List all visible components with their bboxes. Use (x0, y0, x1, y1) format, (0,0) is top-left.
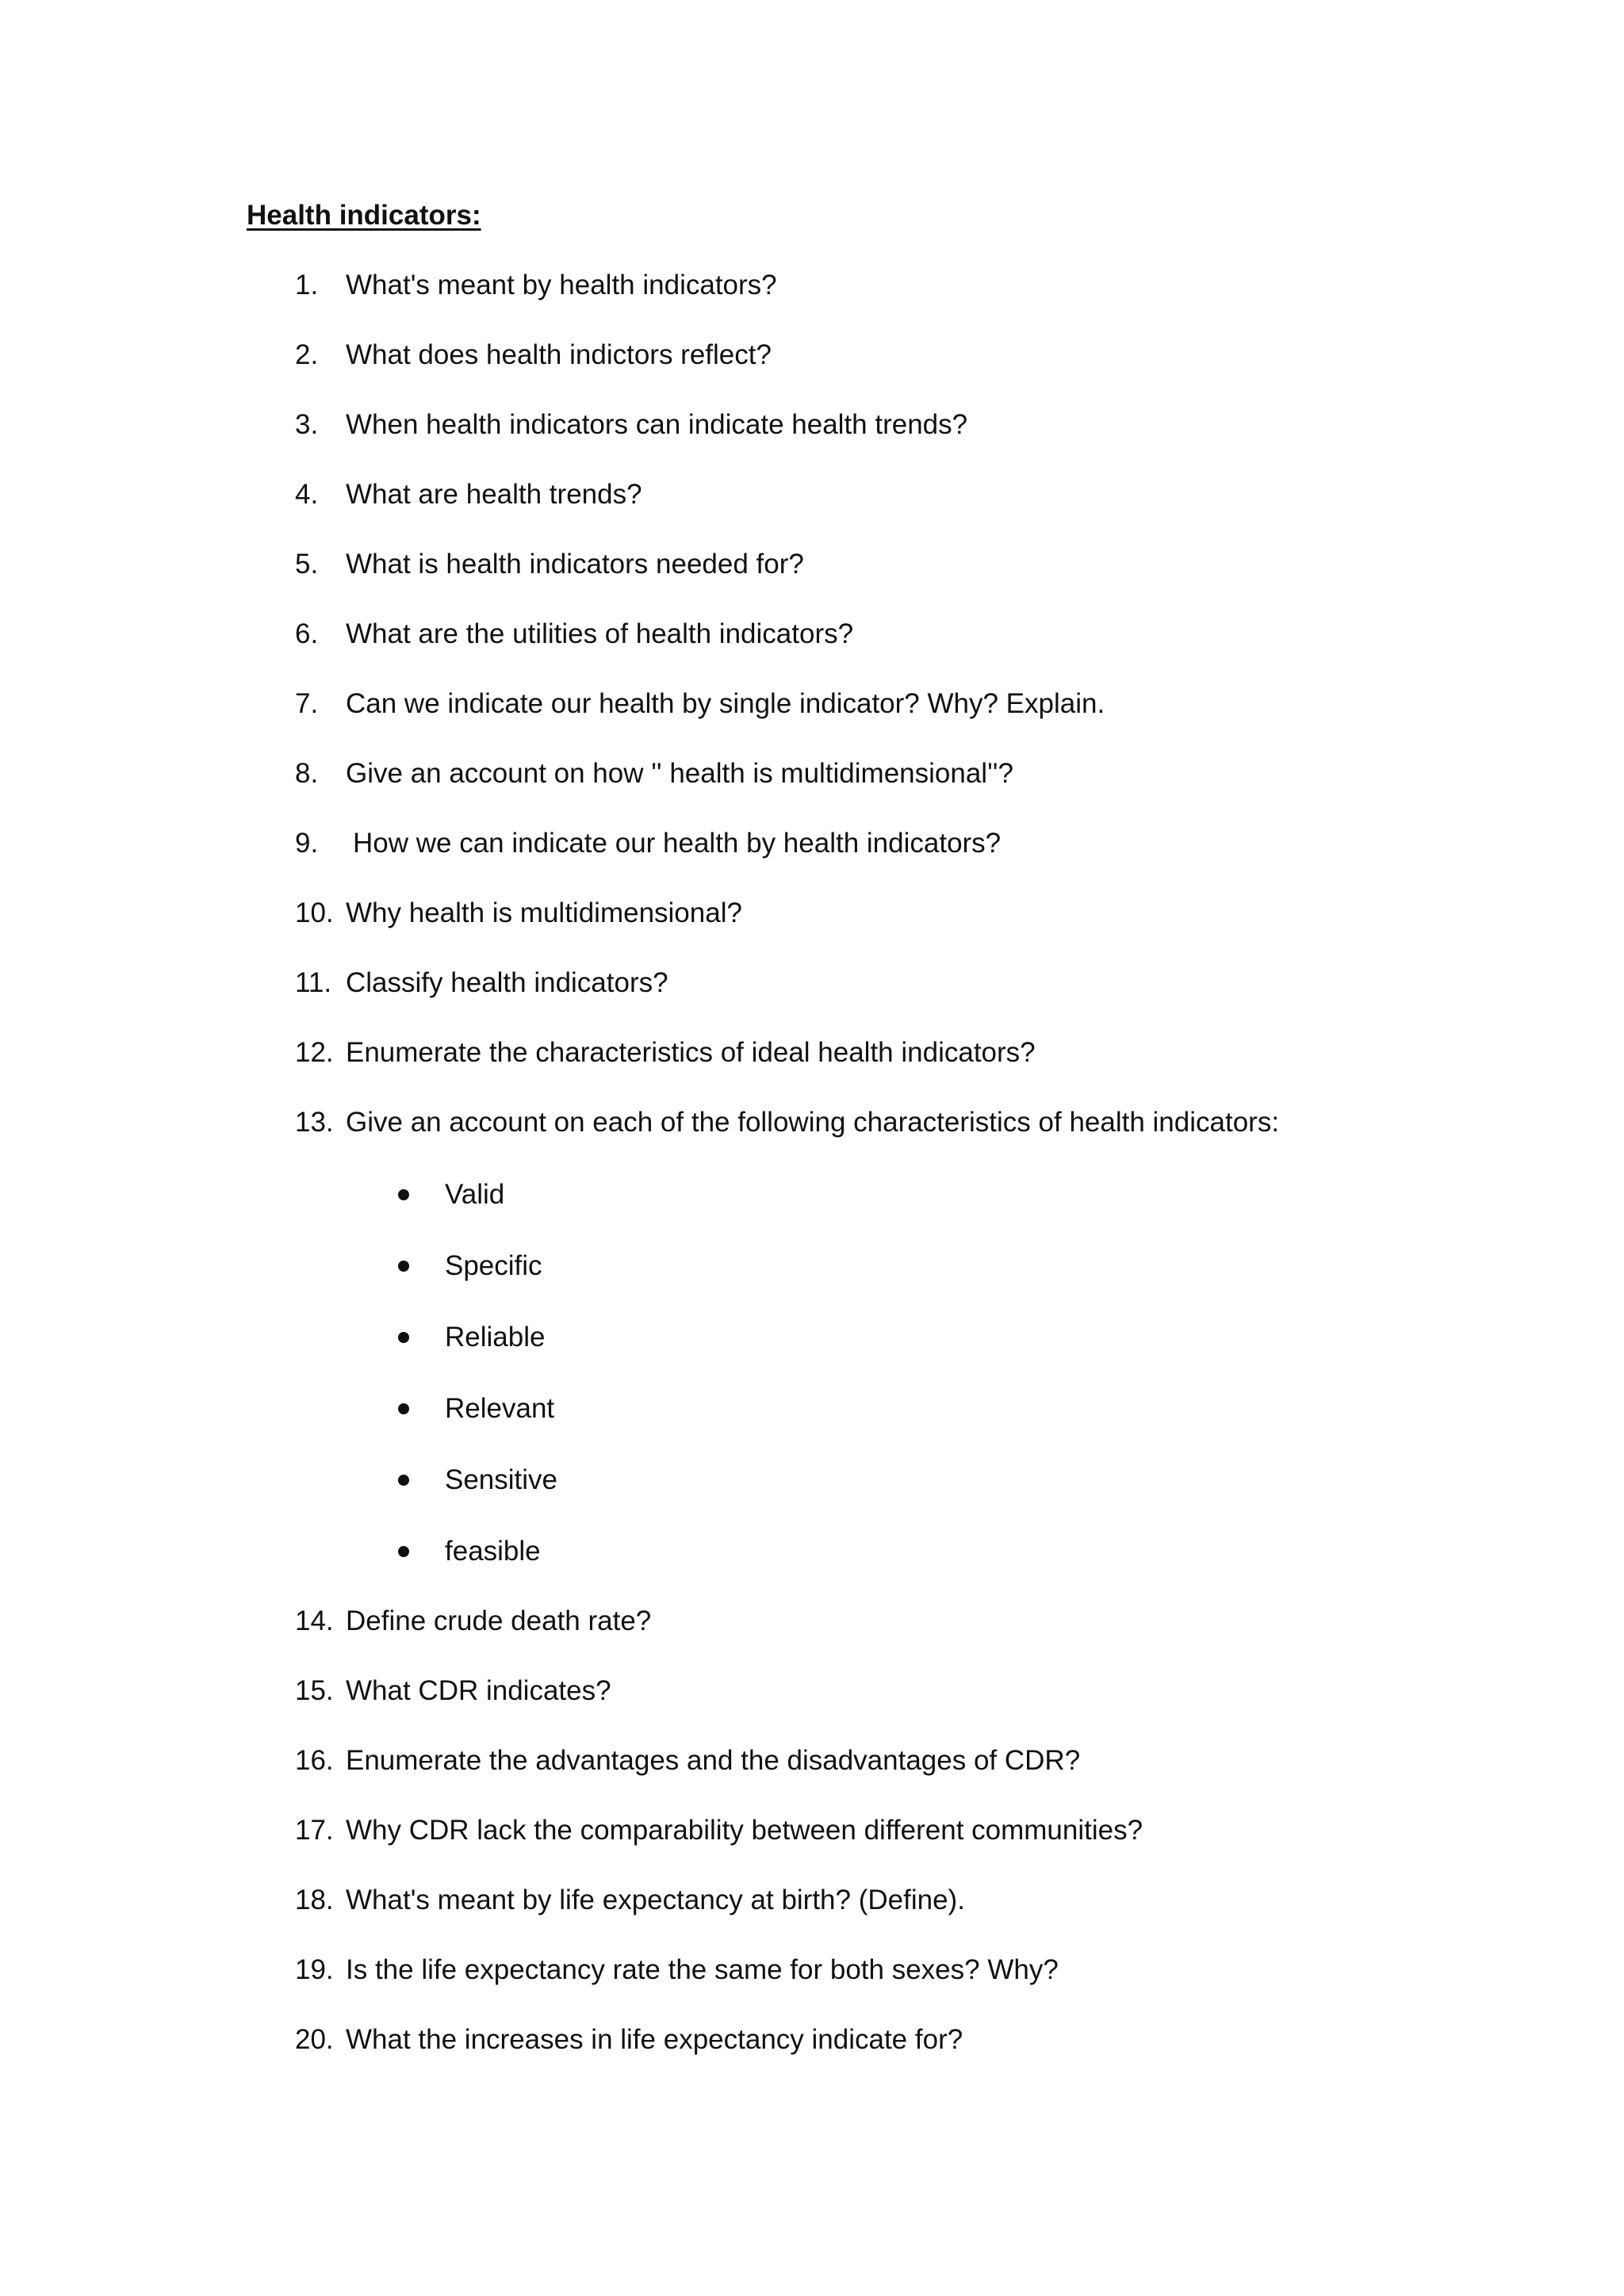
question-text: Give an account on how '' health is multidimensional''? (346, 758, 1013, 789)
question-number: 18. (295, 1885, 334, 1915)
question-number: 3. (295, 409, 319, 440)
question-text: How we can indicate our health by health indicators? (353, 828, 1002, 859)
characteristic-text: feasible (445, 1536, 541, 1567)
question-text: Give an account on each of the following characteristics of health indicators: (346, 1107, 1280, 1138)
question-number: 19. (295, 1954, 334, 1985)
characteristic-text: Sensitive (445, 1464, 558, 1495)
characteristic-text: Reliable (445, 1322, 546, 1353)
question-number: 4. (295, 479, 319, 510)
bullet-icon (398, 1261, 409, 1272)
question-text: What is health indicators needed for? (346, 549, 804, 580)
question-text: What's meant by health indicators? (346, 270, 777, 300)
question-number: 5. (295, 549, 319, 580)
question-number: 1. (295, 270, 319, 300)
question-number: 8. (295, 758, 319, 789)
question-text: Define crude death rate? (346, 1605, 652, 1636)
question-number: 12. (295, 1037, 334, 1068)
question-number: 15. (295, 1675, 334, 1706)
question-text: Can we indicate our health by single indicator? Why? Explain. (346, 688, 1105, 719)
question-text: What are the utilities of health indicators? (346, 618, 854, 649)
question-text: What's meant by life expectancy at birth? (Define). (346, 1885, 965, 1915)
question-text: Classify health indicators? (346, 967, 668, 998)
question-number: 20. (295, 2024, 334, 2055)
question-number: 10. (295, 897, 334, 928)
question-number: 2. (295, 339, 319, 370)
document-title: Health indicators: (247, 200, 481, 231)
question-number: 14. (295, 1605, 334, 1636)
question-text: Is the life expectancy rate the same for both sexes? Why? (346, 1954, 1059, 1985)
bullet-icon (398, 1546, 409, 1557)
question-text: What CDR indicates? (346, 1675, 611, 1706)
characteristic-text: Valid (445, 1179, 505, 1210)
bullet-icon (398, 1189, 409, 1200)
question-text: What are health trends? (346, 479, 642, 510)
question-number: 13. (295, 1107, 334, 1138)
bullet-icon (398, 1475, 409, 1486)
question-text: Why CDR lack the comparability between different communities? (346, 1815, 1143, 1846)
question-text: Enumerate the advantages and the disadvantages of CDR? (346, 1745, 1081, 1776)
question-number: 11. (295, 967, 332, 998)
question-number: 16. (295, 1745, 334, 1776)
characteristic-text: Relevant (445, 1393, 555, 1424)
question-number: 6. (295, 618, 319, 649)
question-text: When health indicators can indicate health trends? (346, 409, 968, 440)
bullet-icon (398, 1403, 409, 1414)
question-text: What the increases in life expectancy indicate for? (346, 2024, 963, 2055)
question-number: 7. (295, 688, 319, 719)
question-number: 17. (295, 1815, 334, 1846)
characteristic-text: Specific (445, 1250, 542, 1281)
question-number: 9. (295, 828, 319, 859)
question-text: Why health is multidimensional? (346, 897, 742, 928)
question-text: Enumerate the characteristics of ideal health indicators? (346, 1037, 1036, 1068)
question-text: What does health indictors reflect? (346, 339, 772, 370)
bullet-icon (398, 1332, 409, 1343)
